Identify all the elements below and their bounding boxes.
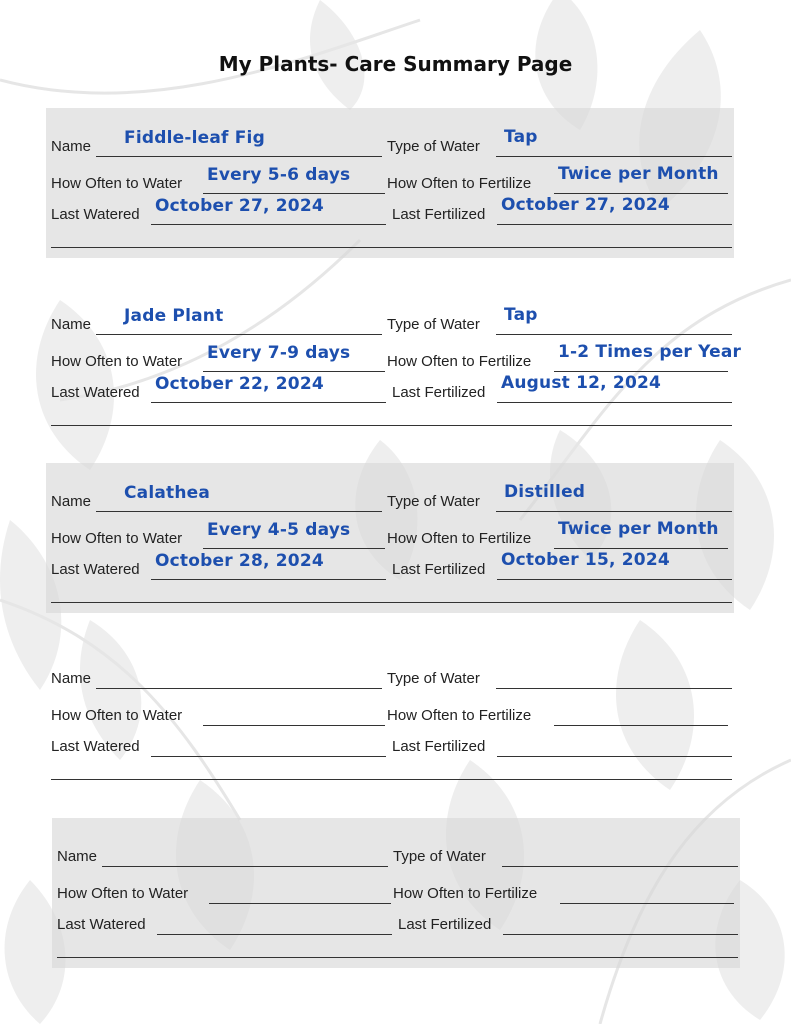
fill-line-last-watered [151, 579, 386, 580]
value-how-often-fertilize[interactable]: Twice per Month [558, 164, 719, 184]
fill-line-how-often-water [203, 725, 385, 726]
fill-line-name [102, 866, 388, 867]
fill-line-name [96, 156, 382, 157]
value-name[interactable]: Calathea [124, 483, 211, 503]
value-type-of-water[interactable]: Distilled [504, 482, 586, 502]
fill-line-type-of-water [496, 156, 732, 157]
fill-line-type-of-water [496, 511, 732, 512]
value-how-often-fertilize[interactable]: Twice per Month [558, 519, 719, 539]
notes-line[interactable] [51, 247, 732, 248]
label-last-fertilized: Last Fertilized [392, 738, 486, 755]
value-how-often-water[interactable]: Every 4-5 days [207, 520, 351, 540]
label-last-watered: Last Watered [51, 384, 140, 401]
label-how-often-water: How Often to Water [51, 175, 183, 192]
label-last-watered: Last Watered [51, 206, 140, 223]
label-last-fertilized: Last Fertilized [392, 206, 486, 223]
fill-line-how-often-water [209, 903, 391, 904]
label-how-often-fertilize: How Often to Fertilize [387, 175, 532, 192]
notes-line[interactable] [51, 602, 732, 603]
plant-card-2 [46, 286, 742, 436]
fill-line-type-of-water [496, 688, 732, 689]
plant-card-4 [46, 640, 734, 790]
label-how-often-water: How Often to Water [51, 530, 183, 547]
label-last-fertilized: Last Fertilized [392, 384, 486, 401]
fill-line-name [96, 688, 382, 689]
label-how-often-fertilize: How Often to Fertilize [387, 353, 532, 370]
label-name: Name [57, 848, 98, 865]
label-type-of-water: Type of Water [387, 670, 480, 687]
label-how-often-fertilize: How Often to Fertilize [393, 885, 538, 902]
value-name[interactable]: Jade Plant [124, 306, 224, 326]
label-last-watered: Last Watered [57, 916, 146, 933]
value-name[interactable]: Fiddle-leaf Fig [124, 128, 265, 148]
label-type-of-water: Type of Water [387, 138, 480, 155]
fill-line-last-watered [157, 934, 392, 935]
label-name: Name [51, 138, 92, 155]
fill-line-type-of-water [496, 334, 732, 335]
fill-line-last-fertilized [497, 756, 732, 757]
value-how-often-water[interactable]: Every 5-6 days [207, 165, 351, 185]
fill-line-how-often-fertilize [560, 903, 734, 904]
label-how-often-water: How Often to Water [51, 707, 183, 724]
value-last-watered[interactable]: October 27, 2024 [155, 196, 324, 216]
label-how-often-fertilize: How Often to Fertilize [387, 707, 532, 724]
fill-line-how-often-water [203, 193, 385, 194]
label-how-often-water: How Often to Water [51, 353, 183, 370]
value-last-fertilized[interactable]: October 15, 2024 [501, 550, 670, 570]
value-type-of-water[interactable]: Tap [504, 127, 538, 147]
fill-line-how-often-fertilize [554, 371, 728, 372]
fill-line-how-often-water [203, 548, 385, 549]
page-title: My Plants- Care Summary Page [218, 52, 573, 76]
value-type-of-water[interactable]: Tap [504, 305, 538, 325]
label-type-of-water: Type of Water [387, 493, 480, 510]
value-how-often-water[interactable]: Every 7-9 days [207, 343, 351, 363]
label-how-often-fertilize: How Often to Fertilize [387, 530, 532, 547]
fill-line-last-fertilized [503, 934, 738, 935]
plant-card-3 [46, 463, 734, 613]
label-last-fertilized: Last Fertilized [392, 561, 486, 578]
value-how-often-fertilize[interactable]: 1-2 Times per Year [558, 342, 742, 362]
label-name: Name [51, 316, 92, 333]
value-last-fertilized[interactable]: October 27, 2024 [501, 195, 670, 215]
notes-line[interactable] [51, 779, 732, 780]
fill-line-how-often-fertilize [554, 193, 728, 194]
fill-line-last-fertilized [497, 579, 732, 580]
fill-line-name [96, 511, 382, 512]
label-type-of-water: Type of Water [393, 848, 486, 865]
fill-line-last-fertilized [497, 224, 732, 225]
notes-line[interactable] [51, 425, 732, 426]
fill-line-name [96, 334, 382, 335]
label-last-watered: Last Watered [51, 561, 140, 578]
label-type-of-water: Type of Water [387, 316, 480, 333]
fill-line-last-fertilized [497, 402, 732, 403]
plant-card-5 [52, 818, 740, 968]
value-last-watered[interactable]: October 22, 2024 [155, 374, 324, 394]
fill-line-type-of-water [502, 866, 738, 867]
value-last-watered[interactable]: October 28, 2024 [155, 551, 324, 571]
label-name: Name [51, 670, 92, 687]
notes-line[interactable] [57, 957, 738, 958]
label-last-fertilized: Last Fertilized [398, 916, 492, 933]
fill-line-last-watered [151, 224, 386, 225]
fill-line-last-watered [151, 756, 386, 757]
label-how-often-water: How Often to Water [57, 885, 189, 902]
fill-line-how-often-fertilize [554, 548, 728, 549]
fill-line-how-often-water [203, 371, 385, 372]
plant-card-1 [46, 108, 734, 258]
fill-line-how-often-fertilize [554, 725, 728, 726]
label-last-watered: Last Watered [51, 738, 140, 755]
label-name: Name [51, 493, 92, 510]
fill-line-last-watered [151, 402, 386, 403]
value-last-fertilized[interactable]: August 12, 2024 [501, 373, 662, 393]
